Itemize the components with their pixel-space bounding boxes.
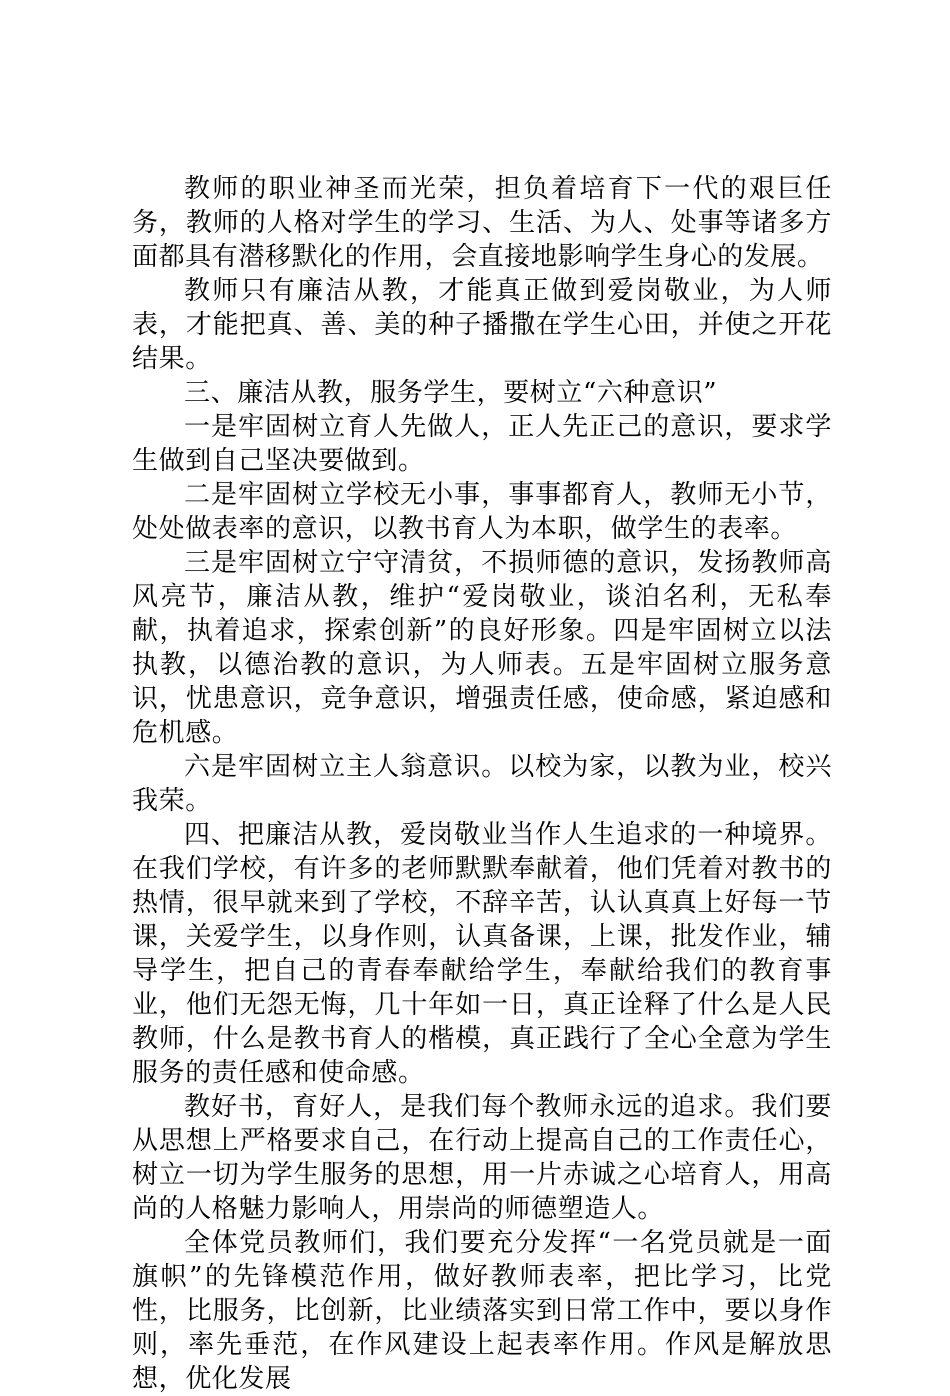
paragraph-2: 教师只有廉洁从教，才能真正做到爱岗敬业，为人师表，才能把真、善、美的种子播撒在学生心田，并使之开花结果。 <box>132 276 832 374</box>
paragraph-1: 教师的职业神圣而光荣，担负着培育下一代的艰巨任务，教师的人格对学生的学习、生活、为人、处事等诸多方面都具有潜移默化的作用，会直接地影响学生身心的发展。 <box>132 174 832 272</box>
paragraph-10: 全体党员教师们，我们要充分发挥“一名党员就是一面旗帜”的先锋模范作用，做好教师表率，把比学习，比党性，比服务，比创新，比业绩落实到日常工作中，要以身作则，率先垂范，在作风建设上起表率作用。作风是解放思想，优化发展 <box>132 1228 832 1394</box>
paragraph-5: 二是牢固树立学校无小事，事事都育人，教师无小节，处处做表率的意识，以教书育人为本职，做学生的表率。 <box>132 480 832 544</box>
paragraph-4: 一是牢固树立育人先做人，正人先正己的意识，要求学生做到自己坚决要做到。 <box>132 412 832 476</box>
section-heading-3: 三、廉洁从教，服务学生，要树立“六种意识” <box>184 378 718 408</box>
paragraph-9: 教好书，育好人，是我们每个教师永远的追求。我们要从思想上严格要求自己，在行动上提高自己的工作责任心，树立一切为学生服务的思想，用一片赤诚之心培育人，用高尚的人格魅力影响人，用崇尚的师德塑造人。 <box>132 1092 832 1224</box>
section-paragraph-8: 四、把廉洁从教，爱岗敬业当作人生追求的一种境界。在我们学校，有许多的老师默默奉献着，他们凭着对教书的热情，很早就来到了学校，不辞辛苦，认认真真上好每一节课，关爱学生，以身作则，认真备课，上课，批发作业，辅导学生，把自己的青春奉献给学生，奉献给我们的教育事业，他们无怨无悔，几十年如一日，真正诠释了什么是人民教师，什么是教书育人的楷模，真正践行了全心全意为学生服务的责任感和使命感。 <box>132 820 832 1088</box>
paragraph-7: 六是牢固树立主人翁意识。以校为家，以教为业，校兴我荣。 <box>132 752 832 816</box>
paragraph-6: 三是牢固树立宁守清贫，不损师德的意识，发扬教师高风亮节，廉洁从教，维护“爱岗敬业，谈泊名利，无私奉献，执着追求，探索创新”的良好形象。四是牢固树立以法执教，以德治教的意识，为人师表。五是牢固树立服务意识，忧患意识，竞争意识，增强责任感，使命感，紧迫感和危机感。 <box>132 548 832 748</box>
document-page <box>132 172 832 1396</box>
